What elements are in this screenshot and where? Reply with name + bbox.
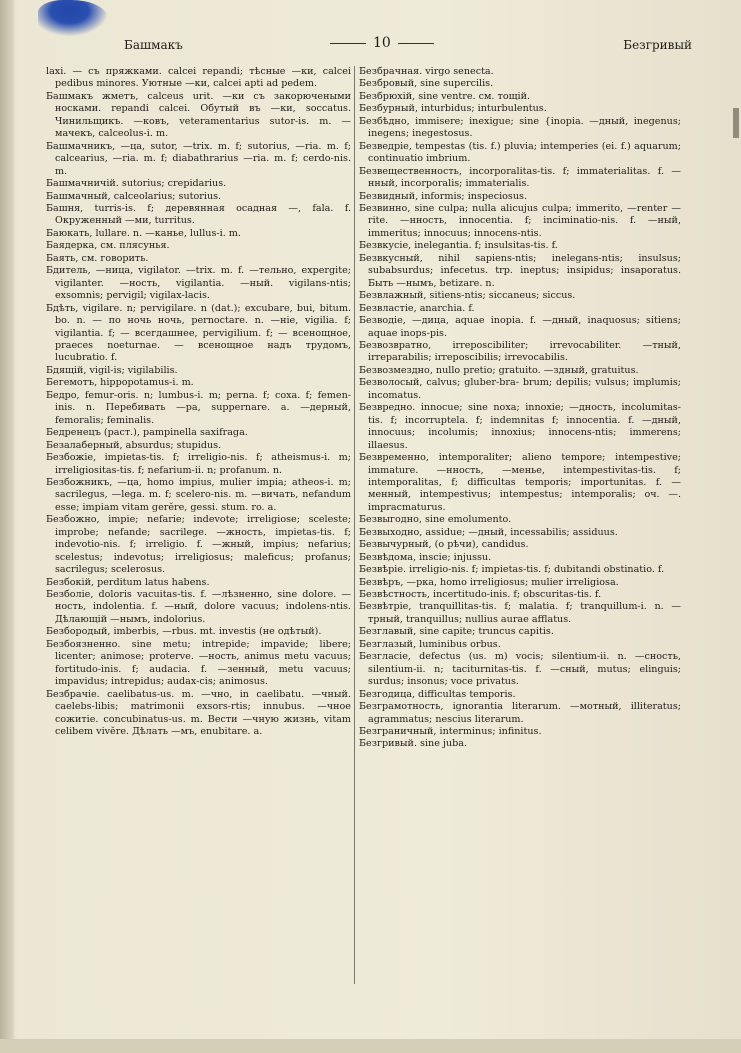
dictionary-entry: Безграмотность, ignorantia literarum. —мотный, illiteratus; agrammatus; nescius literarum.: [359, 701, 681, 725]
header-right-guide-word: Безгривый: [623, 38, 692, 52]
dictionary-entry: Безбѣдно, immisere; inexigue; sine {inopia. —дный, inegenus; inegens; inegestosus.: [359, 115, 681, 140]
dictionary-entry: Безвлажный, sitiens-ntis; siccaneus; siccus.: [359, 290, 576, 302]
dictionary-entry: Безвинно, sine culpa; nulla alicujus culpa; immerito, —renter —rite. —нность, innocentia. f; inciminatio-nis. f. —ный, immeritus; innocuus; innocens-ntis.: [359, 202, 681, 239]
dictionary-entry: Безвластiе, anarchia. f.: [359, 302, 475, 314]
dictionary-entry: Безглавый, sine capite; truncus capitis.: [359, 626, 554, 638]
dictionary-entry: Безвещественность, incorporalitas-tis. f; immaterialitas. f. —нный, incorporalis; immaterialis.: [359, 165, 681, 190]
header-left-guide-word: Башмакъ: [124, 38, 183, 52]
dictionary-entry: Безвѣръ, —рка, homo irreligiosus; mulier irreligiosa.: [359, 576, 619, 588]
dictionary-entry: Безвозвратно, irreposcibiliter; irrevocabiliter. —тный, irreparabilis; irreposcibilis; irrevocabilis.: [359, 339, 681, 364]
dictionary-entry: Безбрюхiй, sine ventre. см. тощiй.: [359, 90, 531, 102]
dictionary-entry: Баюкать, lullare. n. —канье, lullus-i. m.: [46, 227, 241, 239]
dictionary-entry: Безбожно, impie; nefarie; indevote; irreligiose; sceleste; improbe; nefande; sacrilege. —жность, impietas-tis. f; indevotio-nis. f; irreligio. f. —жный, impius; nefarius; scelestus; indevotus; irreligiosus; maleficus; profanus; sacrilegus; scelerosus.: [46, 514, 351, 576]
dictionary-entry: Безвыходно, assidue; —дный, incessabilis; assiduus.: [359, 526, 618, 538]
dictionary-entry: Безвѣстность, incertitudo-inis. f; obscuritas-tis. f.: [359, 589, 602, 601]
dictionary-entry: Безболiе, doloris vacuitas-tis. f. —лѣзненно, sine dolore. —ность, indolentia. f. —ный, dolore vacuus; indolens-ntis. Дѣлающiй —нымъ, indolorius.: [46, 589, 351, 625]
column-divider: [354, 66, 355, 984]
dictionary-entry: Безгодица, difficultas temporis.: [359, 688, 516, 700]
dictionary-entry: Безвѣтрiе, tranquillitas-tis. f; malatia. f; tranquillum-i. n. —трный, tranquillus; nullius aurae afflatus.: [359, 601, 681, 625]
dictionary-entry: Бедренецъ (раст.), pampinella saxifraga.: [46, 427, 248, 439]
dictionary-entry: Безбожникъ, —ца, homo impius, mulier impia; atheos-i. m; sacrilegus, —lega. m. f; scelero-nis. m. —вичать, nefandum esse; impiam vitam gerĕre, gessi. stum. ro. a.: [46, 476, 351, 513]
dictionary-entry: Безведрiе, tempestas (tis. f.) pluvia; intemperies (ei. f.) aquarum; continuatio imbrium.: [359, 140, 681, 165]
left-column: [46, 66, 351, 738]
dictionary-entry: Баядерка, см. плясунья.: [46, 240, 170, 252]
dictionary-entry: Безбурный, inturbidus; inturbulentus.: [359, 103, 547, 115]
margin-mark: [733, 108, 739, 138]
dictionary-entry: Безвременно, intemporaliter; alieno tempore; intempestive; immature. —нность, —менье, intempestivitas-tis. f; intemporalitas, f; difficultas temporis; importunitas. f. —менный, intempestivus; intempestus; intemporalis; оч. —. impracmaturus.: [359, 452, 681, 513]
dictionary-entry: Бегемотъ, hippopotamus-i. m.: [46, 377, 194, 389]
dictionary-entry: Безвкусный, nihil sapiens-ntis; inelegans-ntis; insulsus; subabsurdus; infecetus. trp. ineptus; insipidus; insaporatus. Быть —нымъ, betizare. n.: [359, 252, 681, 289]
dictionary-entry: Безбоязненно. sine metu; intrepide; impavide; libere; licenter; animose; proterve. —ность, animus metu vacuus; fortitudo-inis. f; audacia. f. —зенный, metu vacuus; impavidus; intrepidus; audax-cis; animosus.: [46, 638, 351, 688]
dictionary-entry: Башмачничiй. sutorius; crepidarius.: [46, 178, 227, 190]
dictionary-entry: Безбрачiе. caelibatus-us. m. —чно, in caelibatu. —чный. caelebs-libis; matrimonii exsors-rtis; innubus. —чное сожитiе. concubinatus-us. m. Вести —чную жизнь, vitam celibem vivĕre. Дѣлать —мъ, enubitare. a.: [46, 688, 351, 738]
dictionary-entry: Безбрачная. virgo senecta.: [359, 66, 494, 77]
dictionary-entry: Безвѣдома, inscie; injussu.: [359, 551, 492, 563]
dictionary-entry: Безбородый, imberbis, —rbus. mt. investis (не одѣтый).: [46, 626, 322, 638]
dictionary-entry: Безвкусiе, inelegantia. f; insulsitas-tis. f.: [359, 240, 558, 252]
dictionary-entry: laxi. — съ пряжками. calcei repandi; тѣсные —ки, calcei pedibus minores. Уютные —ки, calcei apti ad pedem.: [46, 66, 351, 90]
dictionary-entry: Безбожiе, impietas-tis. f; irreligio-nis. f; atheismus-i. m; irreligiositas-tis. f; nefarium-ii. n; profanum. n.: [46, 452, 351, 476]
dictionary-entry: Башмакъ жметъ, calceus urit. —ки съ закорючеными носками. repandi calcei. Обутый въ —ки, soccatus. Чинильщикъ. —ковъ, veteramentarius sutor-is. m. —мачекъ, calceolus-i. m.: [46, 90, 351, 140]
dictionary-entry: Безбокiй, perditum latus habens.: [46, 576, 210, 588]
dictionary-entry: Безволосый, calvus; gluber-bra- brum; depilis; vulsus; implumis; incomatus.: [359, 377, 681, 401]
dictionary-entry: Безгривый. sine juba.: [359, 738, 468, 750]
dictionary-entry: Безвѣрiе. irreligio-nis. f; impietas-tis. f; dubitandi obstinatio. f.: [359, 564, 665, 576]
right-column: [359, 66, 681, 751]
dictionary-entry: Безглазый, luminibus orbus.: [359, 638, 501, 650]
dictionary-entry: Безвидный, informis; inspeciosus.: [359, 190, 527, 202]
dictionary-entry: Башмачникъ, —ца, sutor, —trix. m. f; sutorius, —ria. m. f; calcearius, —ria. m. f; diabathrarius —ria. m. f; cerdo-nis. m.: [46, 140, 351, 177]
dictionary-entry: Бдящiй, vigil-is; vigilabilis.: [46, 364, 178, 376]
dictionary-entry: Безгласiе, defectus (us. m) vocis; silentium-ii. n. —сность, silentium-ii. n; taciturnitas-tis. f. —сный, mutus; elinguis; surdus; insonus; voce privatus.: [359, 651, 681, 688]
dictionary-entry: Бдѣть, vigilare. n; pervigilare. n (dat.); excubare, bui, bitum. bo. n. — по ночь ночь, pernoctare. n. —нiе, vigilia. f; vigilantia. f; — всегдашнее, pervigilium. f; — всенощное, praeces noeturnae. — всенощное надъ трудомъ, lucubratio. f.: [46, 302, 351, 364]
page-number: 10: [323, 35, 441, 51]
dictionary-entry: Безводiе, —дица, aquae inopia. f. —дный, inaquosus; sitiens; aquae inops-pis.: [359, 315, 681, 339]
dictionary-entry: Бедро, femur-oris. n; lumbus-i. m; perna. f; coxa. f; femen-inis. n. Перебивать —ра, suppernare. a. —дерный, femoralis; feminalis.: [46, 389, 351, 426]
dictionary-entry: Безвредно. innocue; sine noxa; innoxie; —дность, incolumitas-tis. f; incorruptela. f; indemnitas f; innocentia. f. —дный, innocuus; incolumis; innoxius; innocens-ntis; immerens; illaesus.: [359, 402, 681, 451]
dictionary-entry: Бдитель, —ница, vigilator. —trix. m. f. —тельно, expergite; vigilanter. —ность, vigilantia. —ный. vigilans-ntis; exsomnis; pervigil; vigilax-lacis.: [46, 265, 351, 302]
dictionary-entry: Башня, turris-is. f; деревянная осадная —, fala. f. Окруженный —ми, turritus.: [46, 202, 351, 227]
dictionary-entry: Безбровый, sine supercilis.: [359, 78, 494, 90]
dictionary-entry: Безвыгодно, sine emolumento.: [359, 514, 512, 526]
dictionary-entry: Башмачный, calceolarius; sutorius.: [46, 190, 222, 202]
page-bottom-edge: [0, 1039, 741, 1053]
dictionary-entry: Безграничный, interminus; infinitus.: [359, 726, 542, 738]
dictionary-entry: Безалаберный, absurdus; stupidus.: [46, 439, 222, 451]
dictionary-entry: Безвычурный, (о рѣчи), candidus.: [359, 539, 529, 551]
ink-blot-stain: [38, 0, 108, 36]
dictionary-entry: Баять, см. говорить.: [46, 252, 149, 264]
running-header: [70, 35, 692, 58]
dictionary-entry: Безвозмездно, nullo pretio; gratuito. —здный, gratuitus.: [359, 364, 639, 376]
page-binding-edge: [0, 0, 14, 1053]
